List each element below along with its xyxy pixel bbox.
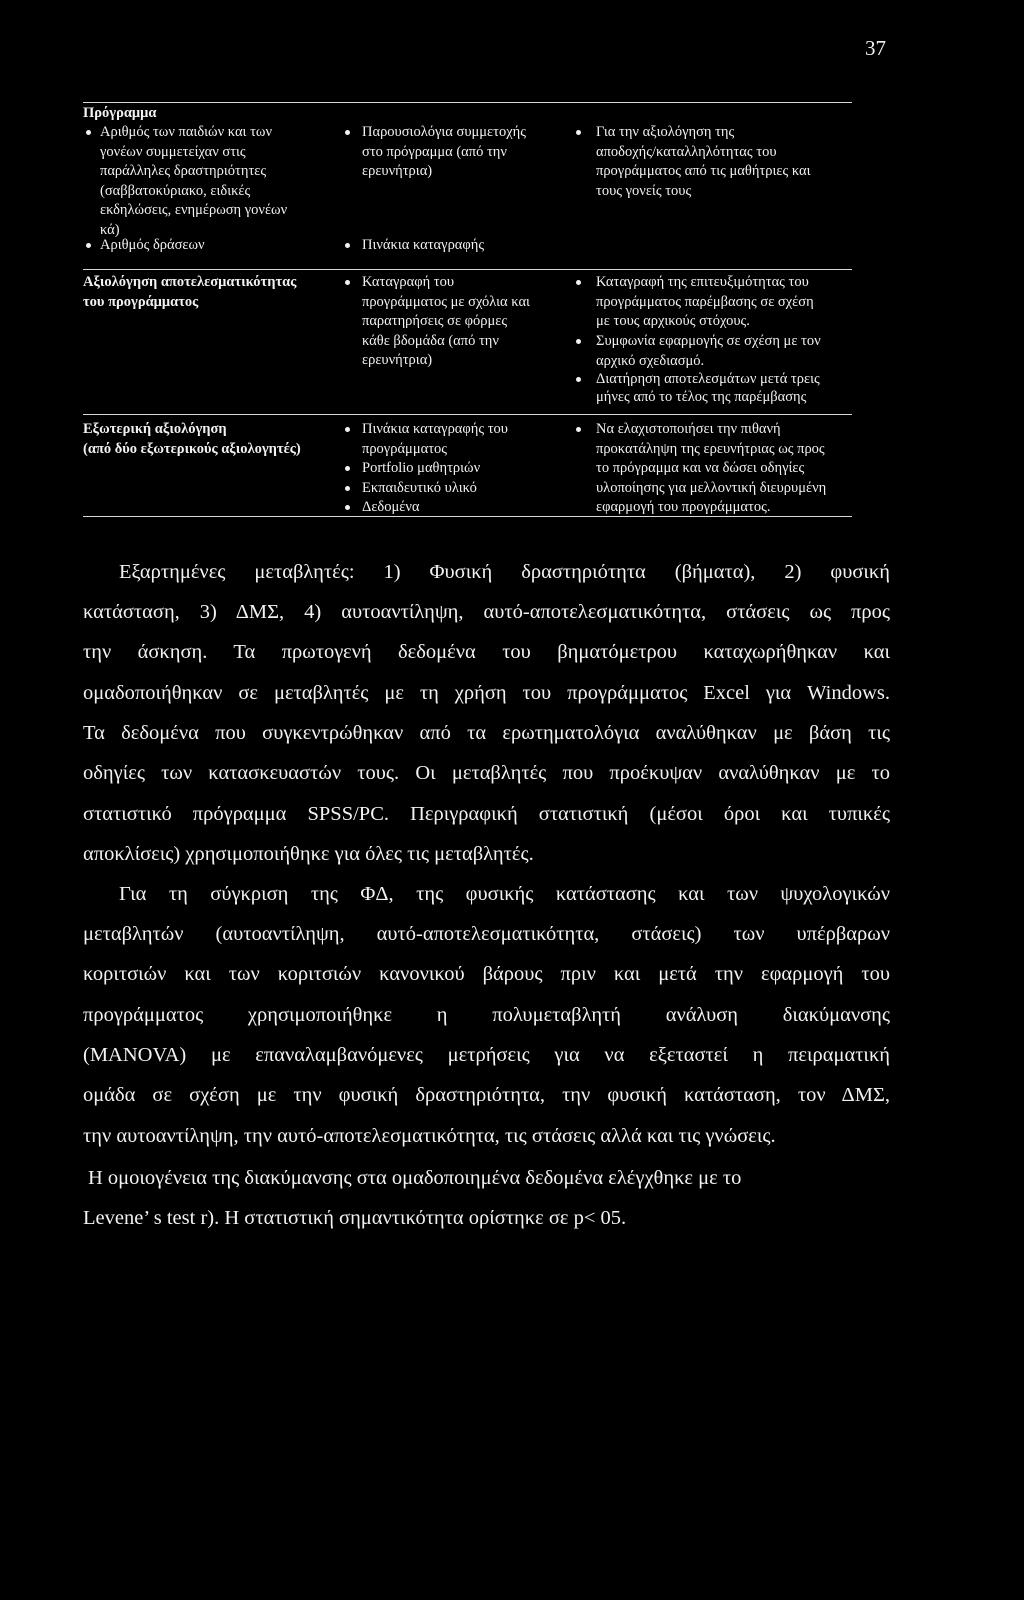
bullet-item [573,420,826,518]
paragraph-dependent-variables [83,552,890,874]
table-row-divider [83,414,852,415]
bullet-item [83,236,205,256]
cell-line: Καταγραφή του [362,274,455,291]
cell-line: προγράμματος [362,440,448,457]
row-heading-line: (από δύο εξωτερικούς αξιολογητές) [83,440,301,457]
cell-line: Εκπαιδευτικό υλικό [362,479,477,496]
paragraph-line: Εξαρτημένες μεταβλητές: 1) Φυσική δραστηριότητα (βήματα), 2) φυσική [119,560,890,583]
cell-line: Για την αξιολόγηση της [596,124,735,141]
paragraph-line: Levene’ s test r). Η στατιστική σημαντικότητα ορίστηκε σε p< 05. [83,1207,627,1230]
row-heading-line: του προγράμματος [83,293,199,310]
paragraph-line: Τα δεδομένα που συγκεντρώθηκαν από τα ερωτηματολόγια αναλύθηκαν με βάση τις [83,721,890,744]
paragraph-line: κοριτσιών και των κοριτσιών κανονικού βάρους πριν και μετά την εφαρμογή του [83,963,890,986]
cell-line: προκατάληψη της ερευνήτριας ως προς [596,440,825,457]
row-heading-line: Αξιολόγηση αποτελεσματικότητας [83,274,297,291]
paragraph-line: ομαδοποιήθηκαν σε μεταβλητές με τη χρήση του προγράμματος Excel για Windows. [83,681,890,704]
row-heading-line: Πρόγραμμα [83,105,157,121]
bullet-item [340,420,508,459]
cell-line: κάθε βδομάδα (από την [362,332,499,349]
cell-line: Πινάκια καταγραφής του [362,421,508,438]
bullet-icon [576,427,581,432]
cell-line: εφαρμογή του προγράμματος. [596,499,771,516]
cell-line: προγράμματος από τις μαθήτριες και [596,163,811,180]
cell-line: μήνες από το τέλος της παρέμβασης [596,389,807,405]
cell-line: τους γονείς τους [596,182,692,199]
bullet-icon [576,280,581,285]
paragraph-line: ομάδα σε σχέση με την φυσική δραστηριότητα, την φυσική κατάσταση, τον ΔΜΣ, [83,1084,890,1107]
cell-line: Καταγραφή της επιτευξιμότητας του [596,274,809,291]
cell-line: προγράμματος παρέμβασης σε σχέση [596,293,814,310]
bullet-icon [345,130,350,135]
cell-line: το πρόγραμμα και να δώσει οδηγίες [596,460,805,477]
cell-line: με τους αρχικούς στόχους. [596,313,750,330]
paragraph-line: οδηγίες των κατασκευαστών τους. Οι μεταβλητές που προέκυψαν αναλύθηκαν με το [83,762,890,785]
bullet-icon [86,130,91,135]
paragraph-line: την αυτοαντίληψη, την αυτό-αποτελεσματικότητα, τις στάσεις αλλά και τις γνώσεις. [83,1124,776,1147]
row-heading-external [83,420,301,459]
bullet-item [573,370,820,407]
cell-line: υλοποίησης για μελλοντική διευρυμένη [596,479,827,496]
bullet-icon [576,377,581,382]
cell-line: παράλληλες δραστηριότητες [100,163,267,180]
cell-line: εκδηλώσεις, ενημέρωση γονέων [100,202,288,219]
bullet-icon [576,339,581,344]
cell-line: Αριθμός των παιδιών και των [100,124,273,141]
bullet-item [573,332,821,371]
cell-line: στο πρόγραμμα (από την [362,143,507,160]
cell-line: προγράμματος με σχόλια και [362,293,530,310]
paragraph-line: στατιστικό πρόγραμμα SPSS/PC. Περιγραφική στατιστική (μέσοι όροι και τυπικές [83,802,890,825]
cell-line: Συμφωνία εφαρμογής σε σχέση με τον [596,333,821,350]
bullet-icon [345,505,350,510]
paragraph-line: (MANOVA) με επαναλαμβανόμενες μετρήσεις για να εξεταστεί η πειραματική [83,1043,890,1066]
bullet-icon [576,130,581,135]
bullet-item [340,459,480,479]
table-top-rule [83,102,852,103]
paragraph-line: την άσκηση. Τα πρωτογενή δεδομένα του βηματόμετρου καταχωρήθηκαν και [83,641,890,664]
cell-line: Δεδομένα [362,499,420,516]
bullet-icon [345,243,350,248]
cell-line: παρατηρήσεις σε φόρμες [362,313,508,330]
cell-line: ερευνήτρια) [362,352,433,369]
cell-line: ερευνήτρια) [362,163,433,180]
paragraph-line: κατάσταση, 3) ΔΜΣ, 4) αυτοαντίληψη, αυτό-αποτελεσματικότητα, στάσεις ως προς [83,601,890,624]
paragraph-line: αποκλίσεις) χρησιμοποιήθηκε για όλες τις μεταβλητές. [83,842,534,865]
paragraph-homogeneity [83,1158,890,1239]
paragraph-line: μεταβλητών (αυτοαντίληψη, αυτό-αποτελεσματικότητα, στάσεις) των υπέρβαρων [83,923,890,946]
paragraph-manova [83,874,890,1156]
cell-line: Πινάκια καταγραφής [362,237,485,253]
bullet-item [340,479,477,499]
cell-line: κά) [100,221,120,238]
row-heading-line: Εξωτερική αξιολόγηση [83,421,227,438]
row-heading-effectiveness [83,273,296,312]
bullet-icon [345,486,350,491]
paragraph-line: προγράμματος χρησιμοποιήθηκε η πολυμεταβλητή ανάλυση διακύμανσης [83,1003,890,1026]
cell-line: Να ελαχιστοποιήσει την πιθανή [596,421,781,438]
table-row-divider [83,269,852,270]
cell-line: Διατήρηση αποτελεσμάτων μετά τρεις [596,370,820,387]
cell-line: αρχικό σχεδιασμό. [596,352,705,369]
row-heading-program [83,104,156,124]
bullet-item [340,236,484,256]
bullet-item [340,123,526,182]
bullet-icon [345,280,350,285]
bullet-icon [345,466,350,471]
bullet-item [573,273,814,332]
bullet-item [573,123,811,201]
page-number: 37 [865,36,886,60]
bullet-item [340,273,530,371]
cell-line: αποδοχής/καταλληλότητας του [596,143,777,160]
paragraph-line: Για τη σύγκριση της ΦΔ, της φυσικής κατάστασης και των ψυχολογικών [119,882,890,905]
bullet-icon [86,243,91,248]
cell-line: (σαββατοκύριακο, ειδικές [100,182,251,199]
cell-line: Παρουσιολόγια συμμετοχής [362,124,526,141]
bullet-item [83,123,287,240]
paragraph-line: Η ομοιογένεια της διακύμανσης στα ομαδοποιημένα δεδομένα ελέγχθηκε με το [88,1166,742,1189]
cell-line: Αριθμός δράσεων [100,237,205,253]
cell-line: Portfolio μαθητριών [362,460,481,477]
bullet-item [340,498,420,518]
bullet-icon [345,427,350,432]
cell-line: γονέων συμμετείχαν στις [100,143,246,160]
